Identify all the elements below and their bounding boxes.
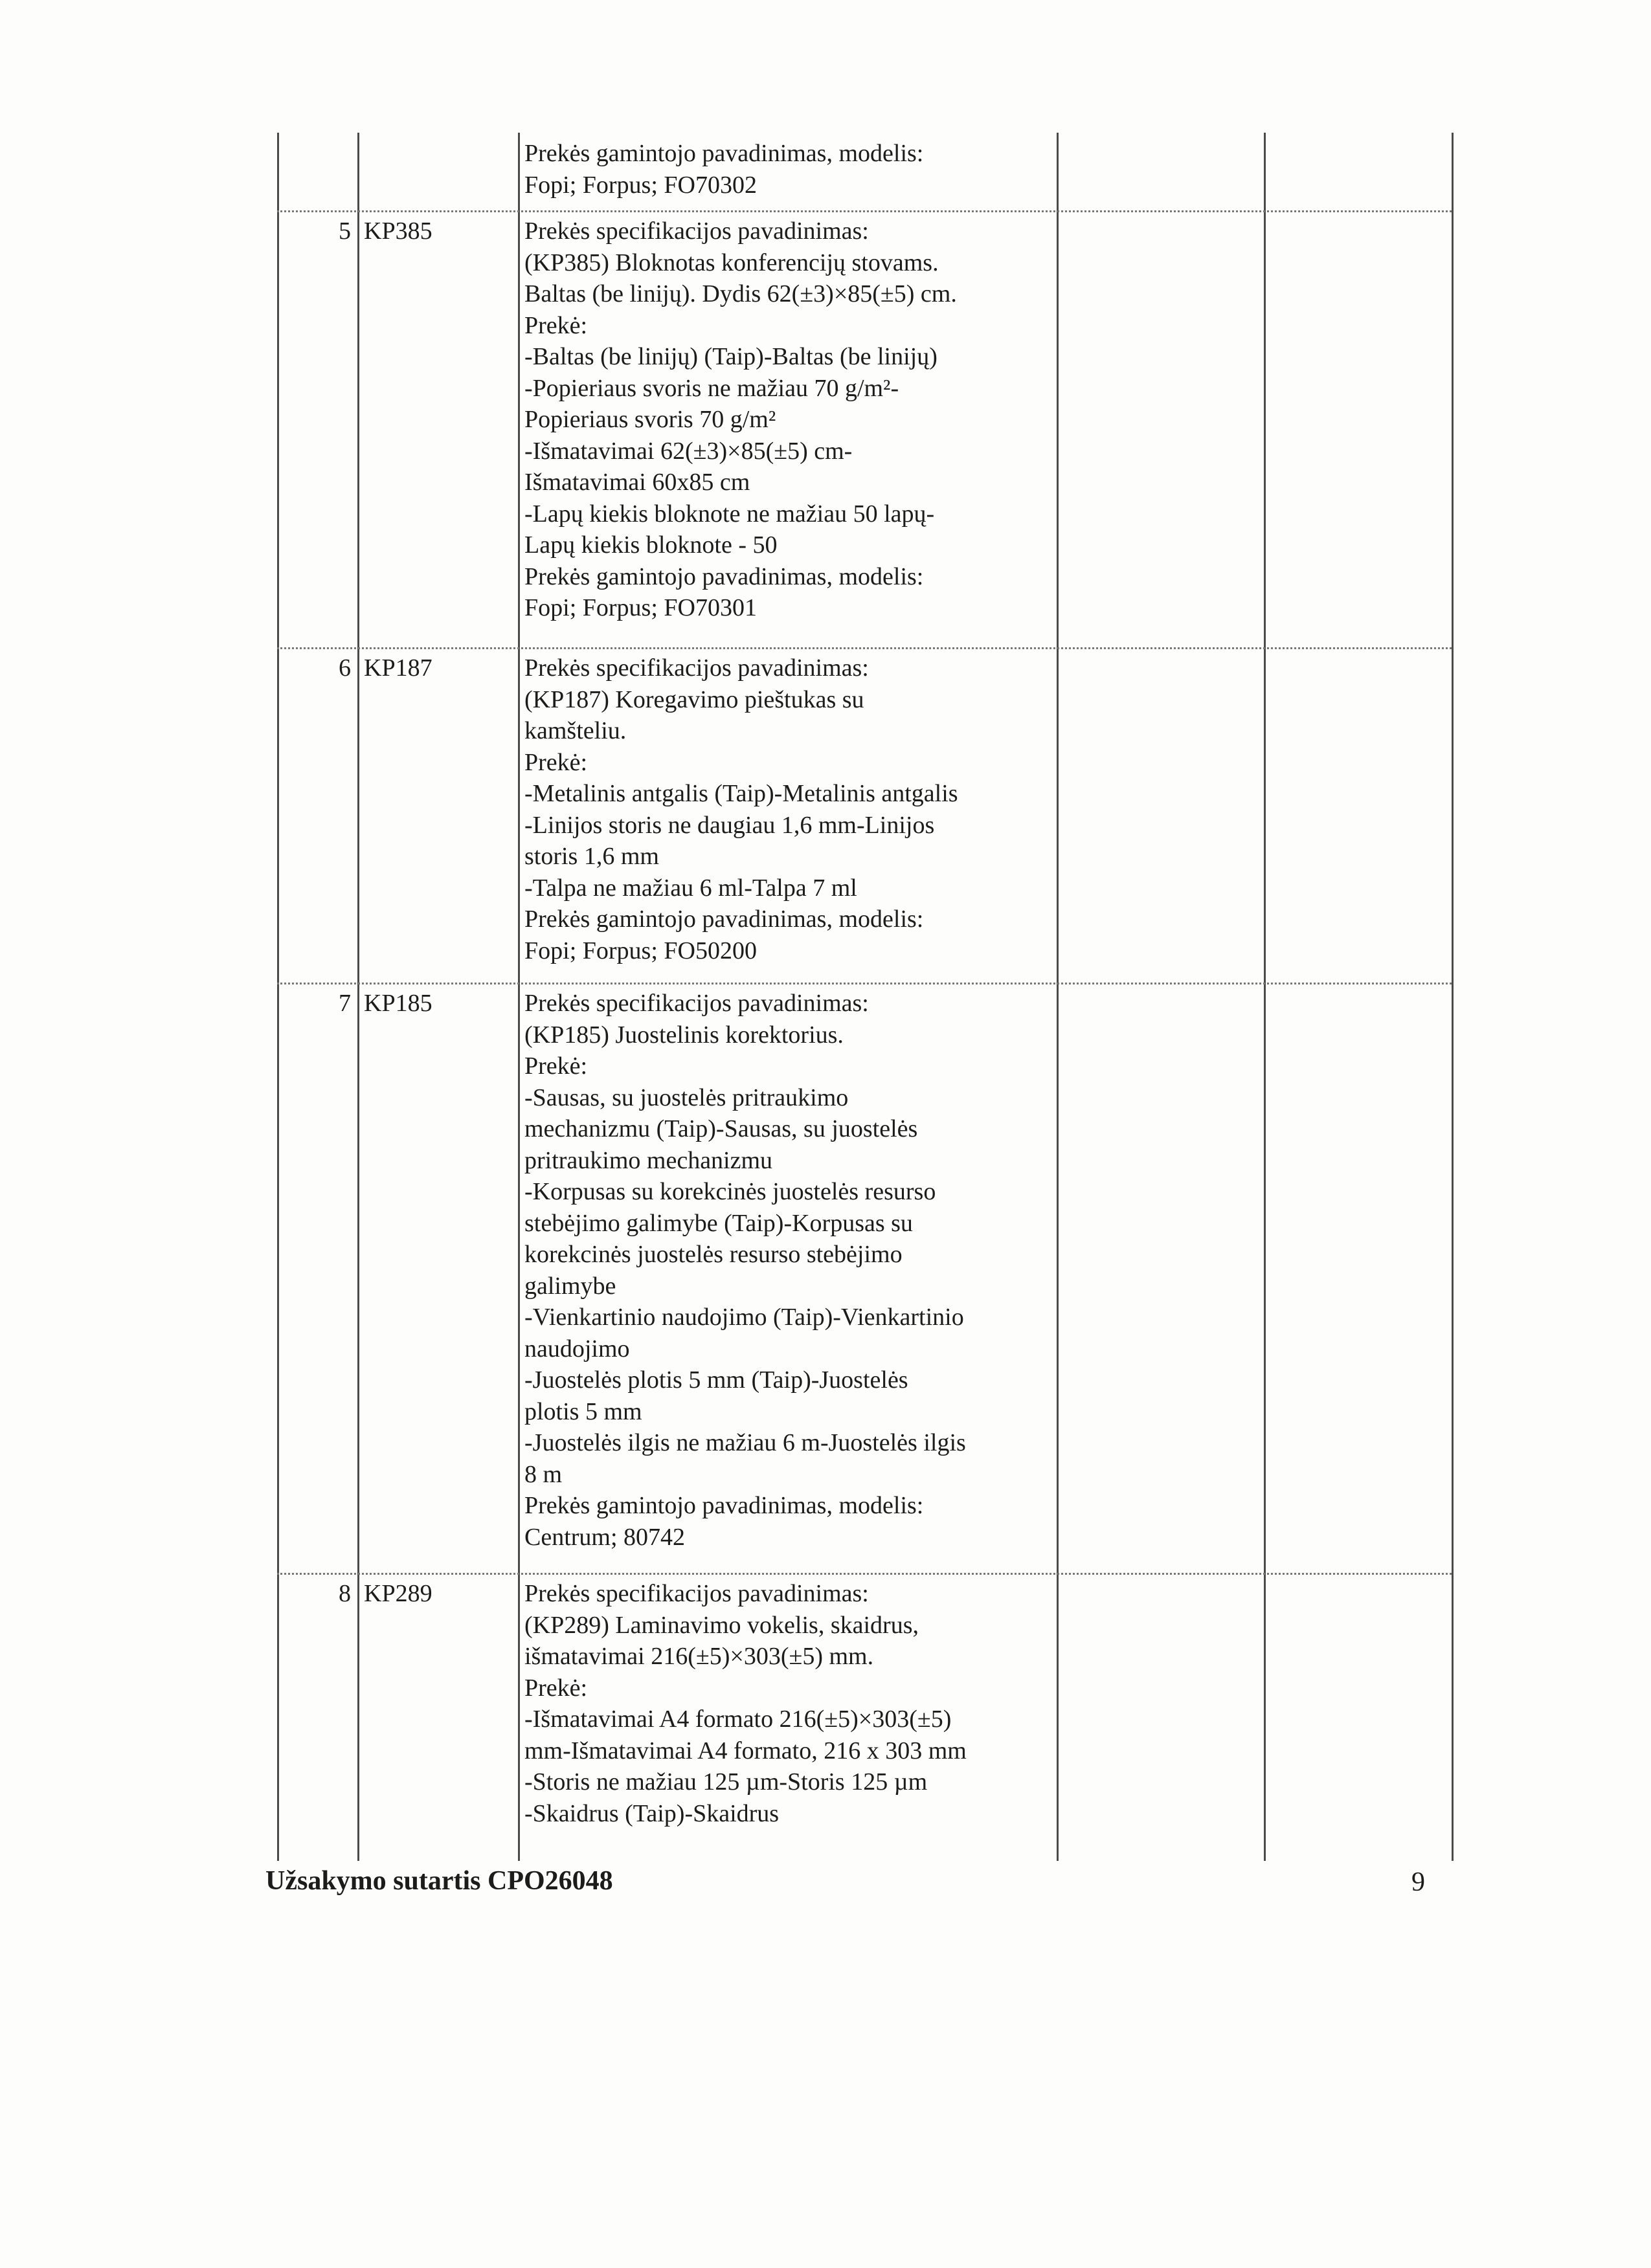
description-line: Prekės specifikacijos pavadinimas: [524,217,869,245]
description-line: išmatavimai 216(±5)×303(±5) mm. [524,1643,874,1670]
description-line: stebėjimo galimybe (Taip)-Korpusas su [524,1209,913,1237]
description-line: plotis 5 mm [524,1397,642,1425]
description-line: -Metalinis antgalis (Taip)-Metalinis antgalis [524,780,958,807]
continuation-line: Prekės gamintojo pavadinimas, modelis: [524,140,924,167]
description-line: Prekės specifikacijos pavadinimas: [524,990,869,1017]
description-line: Baltas (be linijų). Dydis 62(±3)×85(±5) cm. [524,280,957,307]
product-description [524,216,1055,624]
description-line: Prekės gamintojo pavadinimas, modelis: [524,562,924,590]
description-line: Fopi; Forpus; FO50200 [524,937,757,964]
description-line: korekcinės juostelės resurso stebėjimo [524,1241,903,1268]
footer-title: Užsakymo sutartis CPO26048 [265,1866,613,1896]
description-line: -Baltas (be linijų) (Taip)-Baltas (be linijų) [524,343,938,370]
description-line: kamšteliu. [524,717,627,744]
product-description [524,988,1055,1553]
description-line: Prekė: [524,1052,588,1080]
row-separator [277,1573,1452,1575]
description-line: 8 m [524,1460,563,1488]
row-number: 5 [339,217,351,245]
description-line: -Talpa ne mažiau 6 ml-Talpa 7 ml [524,874,857,902]
description-line: pritraukimo mechanizmu [524,1146,773,1174]
description-line: Prekė: [524,311,588,339]
description-line: galimybe [524,1272,616,1300]
description-line: (KP185) Juostelinis korektorius. [524,1021,844,1049]
description-line: Prekės specifikacijos pavadinimas: [524,1580,869,1607]
product-code: KP385 [364,217,432,245]
description-line: Lapų kiekis bloknote - 50 [524,531,778,559]
continuation-cell [524,138,1055,201]
description-line: Fopi; Forpus; FO70301 [524,594,757,621]
row-number: 8 [339,1580,351,1607]
description-line: Prekė: [524,1674,588,1702]
table-border-col5 [1264,133,1266,1861]
description-line: Išmatavimai 60x85 cm [524,469,750,496]
description-line: -Storis ne mažiau 125 µm-Storis 125 µm [524,1768,928,1796]
description-line: -Išmatavimai A4 formato 216(±5)×303(±5) [524,1706,952,1733]
product-code: KP187 [364,654,432,682]
row-separator [277,210,1452,212]
description-line: naudojimo [524,1335,630,1362]
row-number: 6 [339,654,351,682]
description-line: Prekės gamintojo pavadinimas, modelis: [524,906,924,933]
product-code: KP289 [364,1580,432,1607]
description-line: -Linijos storis ne daugiau 1,6 mm-Linijos [524,811,935,839]
description-line: (KP187) Koregavimo pieštukas su [524,685,864,713]
table-border-num [357,133,359,1861]
description-line: Prekės specifikacijos pavadinimas: [524,654,869,682]
description-line: -Vienkartinio naudojimo (Taip)-Vienkartinio [524,1304,964,1331]
product-description [524,1578,1055,1829]
description-line: -Lapų kiekis bloknote ne mažiau 50 lapų- [524,500,935,528]
row-separator [277,647,1452,649]
description-line: Prekės gamintojo pavadinimas, modelis: [524,1492,924,1519]
page-number: 9 [1411,1867,1425,1897]
table-border-desc [1057,133,1059,1861]
description-line: (KP289) Laminavimo vokelis, skaidrus, [524,1611,919,1639]
description-line: Popieriaus svoris 70 g/m² [524,406,776,433]
row-separator [277,983,1452,984]
row-number: 7 [339,990,351,1017]
table-border-code [518,133,520,1861]
description-line: -Skaidrus (Taip)-Skaidrus [524,1799,780,1827]
description-line: Prekė: [524,748,588,776]
description-line: -Išmatavimai 62(±3)×85(±5) cm- [524,437,853,465]
description-line: (KP385) Bloknotas konferencijų stovams. [524,249,939,276]
description-line: -Juostelės ilgis ne mažiau 6 m-Juostelės ilgis [524,1429,966,1456]
table-border-right [1452,133,1454,1861]
description-line: mechanizmu (Taip)-Sausas, su juostelės [524,1115,918,1142]
description-line: mm-Išmatavimai A4 formato, 216 x 303 mm [524,1737,967,1764]
description-line: -Sausas, su juostelės pritraukimo [524,1084,849,1111]
description-line: -Popieriaus svoris ne mažiau 70 g/m²- [524,374,899,402]
product-description [524,652,1055,966]
continuation-line: Fopi; Forpus; FO70302 [524,171,757,199]
description-line: -Juostelės plotis 5 mm (Taip)-Juostelės [524,1366,908,1394]
description-line: Centrum; 80742 [524,1523,686,1551]
product-code: KP185 [364,990,432,1017]
description-line: -Korpusas su korekcinės juostelės resurso [524,1178,936,1205]
description-line: storis 1,6 mm [524,843,659,870]
